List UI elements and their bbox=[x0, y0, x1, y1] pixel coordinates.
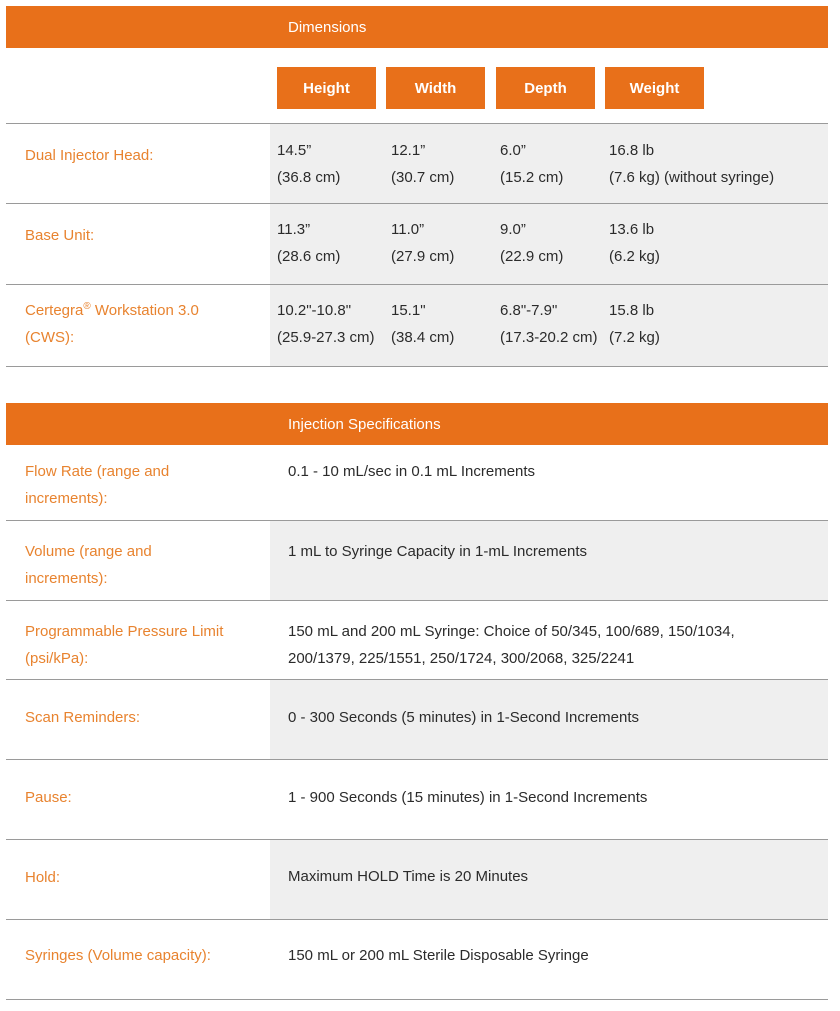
table-row bbox=[6, 445, 828, 521]
table-row bbox=[6, 840, 828, 920]
table-row bbox=[6, 285, 828, 367]
row-label: Programmable Pressure Limit (psi/kPa): bbox=[25, 623, 224, 667]
weight-value: 15.8 lb (7.2 kg) bbox=[609, 302, 660, 346]
row-value: 0.1 - 10 mL/sec in 0.1 mL Increments bbox=[288, 463, 536, 480]
row-label: Scan Reminders: bbox=[25, 709, 141, 726]
row-label: Base Unit: bbox=[25, 227, 95, 244]
width-value: 15.1" (38.4 cm) bbox=[391, 302, 455, 346]
dimensions-column-header-row bbox=[6, 48, 828, 124]
width-value: 12.1” (30.7 cm) bbox=[391, 142, 455, 186]
width-value: 11.0” (27.9 cm) bbox=[391, 221, 455, 265]
table-row bbox=[6, 124, 828, 204]
dimensions-section bbox=[6, 6, 828, 367]
depth-value: 9.0” (22.9 cm) bbox=[500, 221, 564, 265]
table-row bbox=[6, 920, 828, 1000]
column-width: Width bbox=[386, 67, 485, 109]
depth-value: 6.8"-7.9" (17.3-20.2 cm) bbox=[500, 302, 598, 346]
weight-value: 16.8 lb (7.6 kg) (without syringe) bbox=[609, 142, 775, 186]
weight-value: 13.6 lb (6.2 kg) bbox=[609, 221, 660, 265]
height-value: 14.5” (36.8 cm) bbox=[277, 142, 341, 186]
row-label: Flow Rate (range and increments): bbox=[25, 463, 170, 507]
row-value: 0 - 300 Seconds (5 minutes) in 1-Second Increments bbox=[288, 709, 640, 726]
dimensions-title: Dimensions bbox=[288, 18, 367, 36]
row-label: Volume (range and increments): bbox=[25, 543, 152, 587]
height-value: 11.3” (28.6 cm) bbox=[277, 221, 341, 265]
row-label: Certegra® Workstation 3.0 (CWS): bbox=[25, 301, 199, 346]
row-label: Pause: bbox=[25, 789, 72, 806]
depth-value: 6.0” (15.2 cm) bbox=[500, 142, 564, 186]
table-row bbox=[6, 204, 828, 285]
column-height: Height bbox=[277, 67, 376, 109]
row-value: Maximum HOLD Time is 20 Minutes bbox=[288, 868, 529, 885]
table-row bbox=[6, 680, 828, 760]
height-value: 10.2"-10.8" (25.9-27.3 cm) bbox=[277, 302, 375, 346]
row-value: 150 mL or 200 mL Sterile Disposable Syringe bbox=[288, 947, 589, 964]
dimensions-header bbox=[6, 6, 828, 48]
row-value: 150 mL and 200 mL Syringe: Choice of 50/345, 100/689, 150/1034, 200/1379, 225/1551, 250/1724, 300/2068, 325/2241 bbox=[288, 623, 735, 667]
table-row bbox=[6, 760, 828, 840]
row-label: Hold: bbox=[25, 869, 61, 886]
column-weight: Weight bbox=[605, 67, 704, 109]
row-value: 1 - 900 Seconds (15 minutes) in 1-Second Increments bbox=[288, 789, 648, 806]
injection-section bbox=[6, 403, 828, 1000]
column-depth: Depth bbox=[496, 67, 595, 109]
row-label: Syringes (Volume capacity): bbox=[25, 947, 211, 964]
table-row bbox=[6, 521, 828, 601]
injection-header bbox=[6, 403, 828, 445]
row-label: Dual Injector Head: bbox=[25, 147, 154, 164]
row-value: 1 mL to Syringe Capacity in 1-mL Increments bbox=[288, 543, 588, 560]
injection-title: Injection Specifications bbox=[288, 415, 441, 433]
table-row bbox=[6, 601, 828, 680]
